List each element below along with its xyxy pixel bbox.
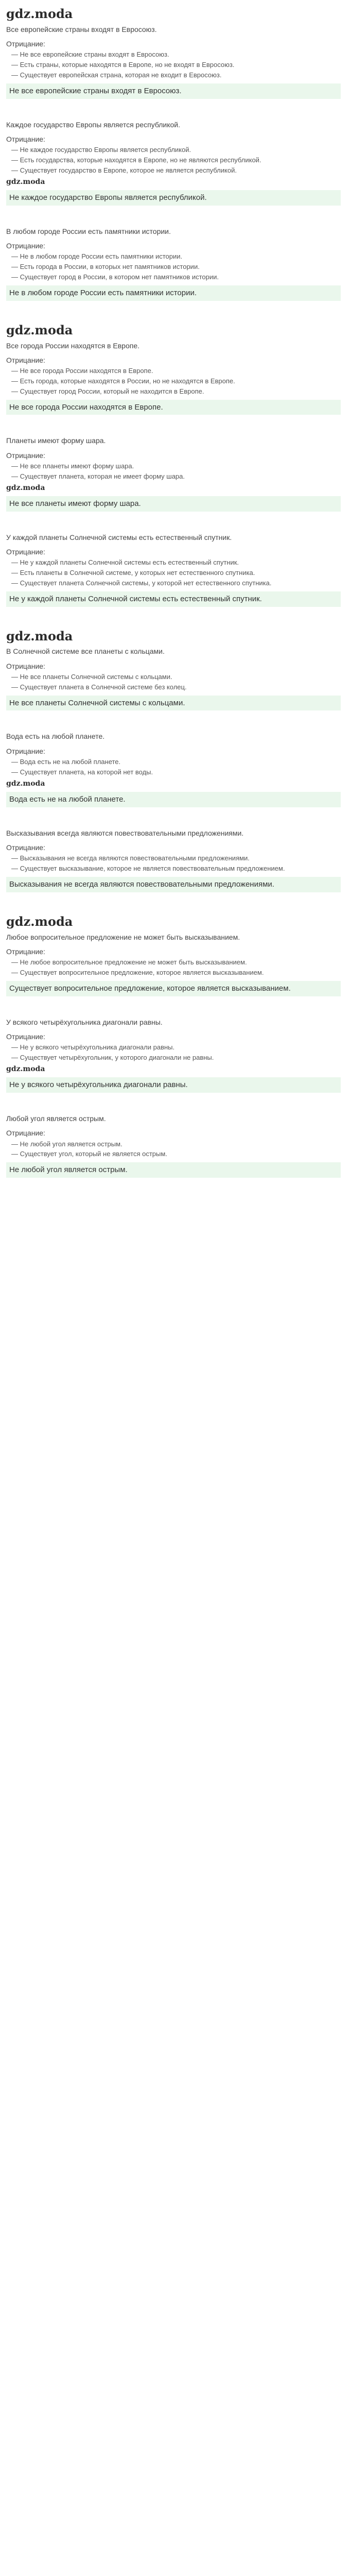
negation-variant: — Не любое вопросительное предложение не может быть высказыванием. xyxy=(11,958,341,968)
exercise-block xyxy=(6,5,341,99)
negation-variant: — Существует европейская страна, которая не входит в Евросоюз. xyxy=(11,71,341,80)
answer-highlight: Не каждое государство Европы является республикой. xyxy=(6,190,341,206)
negation-list xyxy=(6,958,341,978)
negation-variant: — Существует планета, на которой нет воды. xyxy=(11,768,341,777)
answer-highlight: Не все планеты имеют форму шара. xyxy=(6,496,341,512)
negation-label: Отрицание: xyxy=(6,1032,45,1041)
negation-variant: — Существует планета в Солнечной системе без колец. xyxy=(11,683,341,692)
exercise-block xyxy=(6,120,341,206)
watermark-logo: gdz.moda xyxy=(6,1064,45,1073)
document xyxy=(6,4,341,1198)
negation-label: Отрицание: xyxy=(6,40,45,48)
statement-text: Все города России находятся в Европе. xyxy=(6,341,139,350)
negation-label: Отрицание: xyxy=(6,947,45,956)
exercise-block xyxy=(6,435,341,511)
statement-text: Любой угол является острым. xyxy=(6,1114,106,1123)
negation-list xyxy=(6,145,341,176)
answer-highlight: Не любой угол является острым. xyxy=(6,1162,341,1178)
statement-text: Каждое государство Европы является республикой. xyxy=(6,120,181,129)
watermark-logo: gdz.moda xyxy=(6,6,73,21)
negation-variant: — Не все планеты Солнечной системы с кольцами. xyxy=(11,672,341,682)
negation-variant: — Существует государство в Европе, которое не является республикой. xyxy=(11,166,341,176)
watermark-logo: gdz.moda xyxy=(6,322,73,337)
negation-label: Отрицание: xyxy=(6,1129,45,1138)
watermark-logo: gdz.moda xyxy=(6,177,45,186)
answer-highlight: Не у каждой планеты Солнечной системы есть естественный спутник. xyxy=(6,591,341,607)
watermark-logo: gdz.moda xyxy=(6,913,73,929)
negation-list xyxy=(6,1140,341,1160)
negation-variant: — Существует четырёхугольник, у которого диагонали не равны. xyxy=(11,1053,341,1063)
watermark-logo: gdz.moda xyxy=(6,779,45,788)
negation-list xyxy=(6,366,341,397)
answer-highlight: Вода есть не на любой планете. xyxy=(6,792,341,807)
exercise-block xyxy=(6,226,341,301)
answer-highlight: Высказывания не всегда являются повествовательными предложениями. xyxy=(6,877,341,892)
negation-variant: — Существует город в России, в котором нет памятников истории. xyxy=(11,273,341,282)
negation-list xyxy=(6,50,341,80)
answer-highlight: Не все города России находятся в Европе. xyxy=(6,400,341,415)
exercise-block xyxy=(6,628,341,711)
exercise-block xyxy=(6,1113,341,1178)
exercise-block xyxy=(6,913,341,996)
negation-label: Отрицание: xyxy=(6,662,45,670)
answer-highlight: Не все планеты Солнечной системы с кольцами. xyxy=(6,696,341,711)
negation-variant: — Не любой угол является острым. xyxy=(11,1140,341,1149)
negation-variant: — Не у каждой планеты Солнечной системы есть естественный спутник. xyxy=(11,558,341,568)
negation-list xyxy=(6,462,341,482)
negation-variant: — Высказывания не всегда являются повествовательными предложениями. xyxy=(11,854,341,863)
negation-label: Отрицание: xyxy=(6,451,45,460)
negation-list xyxy=(6,757,341,777)
negation-variant: — Существует город России, который не находится в Европе. xyxy=(11,387,341,397)
negation-list xyxy=(6,1043,341,1063)
watermark-logo: gdz.moda xyxy=(6,628,73,643)
negation-variant: — Есть планеты в Солнечной системе, у которых нет естественного спутника. xyxy=(11,568,341,578)
negation-label: Отрицание: xyxy=(6,548,45,556)
statement-text: Планеты имеют форму шара. xyxy=(6,436,106,445)
negation-variant: — Не все планеты имеют форму шара. xyxy=(11,462,341,471)
negation-variant: — Не все города России находятся в Европе. xyxy=(11,366,341,376)
negation-list xyxy=(6,558,341,588)
negation-label: Отрицание: xyxy=(6,843,45,852)
negation-label: Отрицание: xyxy=(6,242,45,250)
negation-list xyxy=(6,854,341,874)
negation-variant: — Есть города, которые находятся в России, но не находятся в Европе. xyxy=(11,377,341,386)
watermark-logo: gdz.moda xyxy=(6,483,45,492)
negation-variant: — Есть города в России, в которых нет памятников истории. xyxy=(11,262,341,272)
answer-highlight: Не все европейские страны входят в Евросоюз. xyxy=(6,83,341,99)
negation-variant: — Существует угол, который не является острым. xyxy=(11,1149,341,1159)
answer-highlight: Не в любом городе России есть памятники истории. xyxy=(6,285,341,301)
negation-list xyxy=(6,672,341,692)
negation-variant: — Не у всякого четырёхугольника диагонали равны. xyxy=(11,1043,341,1053)
answer-highlight: Не у всякого четырёхугольника диагонали равны. xyxy=(6,1077,341,1093)
negation-label: Отрицание: xyxy=(6,355,45,364)
negation-variant: — Есть государства, которые находятся в Европе, но не являются республикой. xyxy=(11,156,341,165)
statement-text: У каждой планеты Солнечной системы есть естественный спутник. xyxy=(6,533,232,541)
negation-variant: — Не в любом городе России есть памятники истории. xyxy=(11,252,341,262)
negation-variant: — Есть страны, которые находятся в Европе, но не входят в Евросоюз. xyxy=(11,60,341,70)
statement-text: Высказывания всегда являются повествовательными предложениями. xyxy=(6,828,244,837)
negation-variant: — Существует вопросительное предложение, которое является высказыванием. xyxy=(11,968,341,978)
statement-text: Все европейские страны входят в Евросоюз. xyxy=(6,25,157,33)
negation-list xyxy=(6,252,341,282)
negation-label: Отрицание: xyxy=(6,134,45,143)
exercise-block xyxy=(6,321,341,415)
statement-text: Вода есть на любой планете. xyxy=(6,732,105,741)
negation-variant: — Не все европейские страны входят в Евросоюз. xyxy=(11,50,341,60)
negation-label: Отрицание: xyxy=(6,747,45,755)
exercise-block xyxy=(6,731,341,807)
statement-text: У всякого четырёхугольника диагонали равны. xyxy=(6,1018,163,1026)
statement-text: В любом городе России есть памятники истории. xyxy=(6,227,171,235)
statement-text: В Солнечной системе все планеты с кольцами. xyxy=(6,647,165,656)
exercise-block xyxy=(6,1017,341,1093)
exercise-block xyxy=(6,532,341,607)
negation-variant: — Существует планета Солнечной системы, у которой нет естественного спутника. xyxy=(11,579,341,588)
negation-variant: — Не каждое государство Европы является республикой. xyxy=(11,145,341,155)
negation-variant: — Существует планета, которая не имеет форму шара. xyxy=(11,472,341,482)
answer-highlight: Существует вопросительное предложение, которое является высказыванием. xyxy=(6,981,341,996)
negation-variant: — Вода есть не на любой планете. xyxy=(11,757,341,767)
negation-variant: — Существует высказывание, которое не является повествовательным предложением. xyxy=(11,864,341,874)
exercise-block xyxy=(6,828,341,892)
statement-text: Любое вопросительное предложение не может быть высказыванием. xyxy=(6,933,240,941)
